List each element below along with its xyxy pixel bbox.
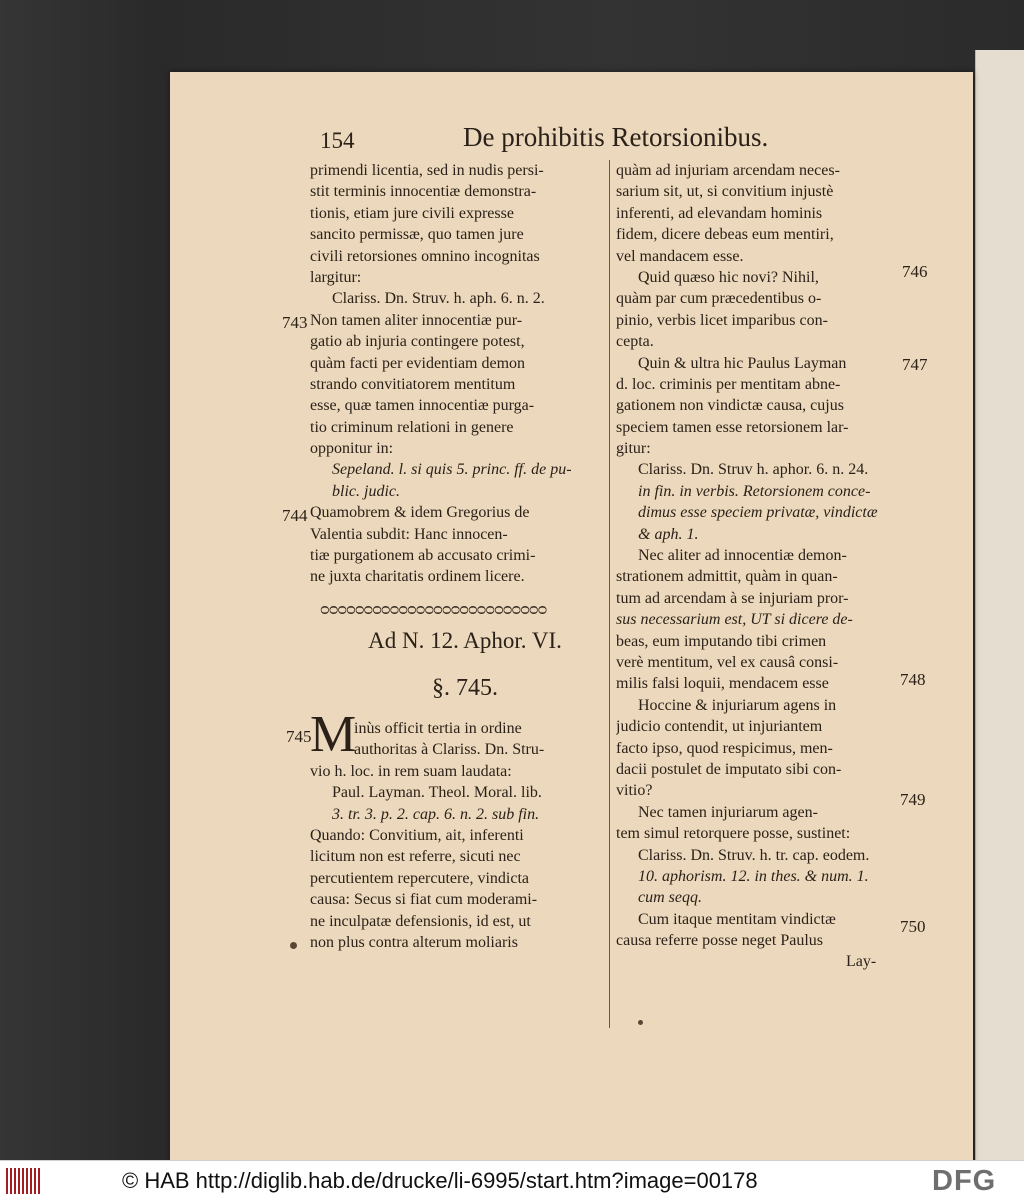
ink-spot (290, 942, 297, 949)
footer-bar (0, 1160, 1024, 1200)
text-line: vitio? (616, 782, 653, 800)
text-line: fidem, dicere debeas eum mentiri, (616, 226, 834, 244)
text-line: percutientem repercutere, vindicta (310, 869, 529, 887)
text-line: civili retorsiones omnino incognitas (310, 247, 540, 265)
page-header (320, 120, 970, 160)
page-number: 154 (320, 128, 355, 153)
text-line: stit terminis innocentiæ demonstra- (310, 183, 537, 201)
citation-line: cum seqq. (638, 889, 702, 907)
text-line: dacii postulet de imputato sibi con- (616, 760, 842, 778)
text-line: tum ad arcendam à se injuriam pror- (616, 589, 849, 607)
text-line: Quid quæso hic novi? Nihil, (638, 268, 819, 286)
citation-line: Clariss. Dn. Struv h. aphor. 6. n. 24. (638, 461, 869, 479)
text-line: ne inculpatæ defensionis, id est, ut (310, 912, 531, 930)
citation-line: in fin. in verbis. Retorsionem conce- (638, 482, 871, 500)
citation-line: blic. judic. (332, 482, 400, 500)
copyright-link[interactable]: © HAB http://diglib.hab.de/drucke/li-6995/start.htm?image=00178 (122, 1168, 758, 1193)
ornamental-rule: ᴑᴑᴑᴑᴑᴑᴑᴑᴑᴑᴑᴑᴑᴑᴑᴑᴑᴑᴑᴑᴑᴑᴑᴑᴑᴑ (320, 600, 547, 616)
text-line: Cum itaque mentitam vindictæ (638, 910, 836, 928)
text-line: Nec aliter ad innocentiæ demon- (638, 547, 847, 565)
margin-number-743: 743 (282, 313, 308, 332)
text-line: primendi licentia, sed in nudis persi- (310, 162, 544, 179)
text-line: quàm facti per evidentiam demon (310, 354, 526, 372)
text-line: non plus contra alterum moliaris (310, 933, 518, 951)
text-line: ne juxta charitatis ordinem licere. (310, 568, 525, 586)
text-line: verè mentitum, vel ex causâ consi- (616, 653, 839, 671)
dfg-logo: DFG (932, 1165, 997, 1197)
text-line: d. loc. criminis per mentitam abne- (616, 375, 841, 393)
ink-spot (638, 1020, 643, 1025)
text-line: speciem tamen esse retorsionem lar- (616, 418, 849, 436)
text-line: Valentia subdit: Hanc innocen- (310, 525, 508, 543)
hab-logo-icon (6, 1168, 42, 1194)
text-line: sarium sit, ut, si convitium injustè (616, 183, 834, 201)
text-line: sancito permissæ, quo tamen jure (310, 226, 524, 244)
text-line: largitur: (310, 268, 362, 286)
adjacent-page-edge (975, 50, 1024, 1160)
margin-number-746: 746 (902, 262, 928, 281)
text-line: pinio, verbis licet imparibus con- (616, 311, 828, 329)
text-line: Non tamen aliter innocentiæ pur- (310, 311, 523, 329)
text-line: gitur: (616, 440, 651, 458)
margin-number-744: 744 (282, 506, 308, 525)
text-line: Quando: Convitium, ait, inferenti (310, 826, 524, 844)
text-line: strationem admittit, quàm in quan- (616, 568, 838, 586)
column-divider (609, 160, 610, 1028)
citation-line: Paul. Layman. Theol. Moral. lib. (332, 784, 542, 802)
text-line: Quamobrem & idem Gregorius de (310, 504, 530, 522)
right-column (616, 160, 904, 973)
text-line: Hoccine & injuriarum agens in (638, 696, 837, 714)
margin-number-750: 750 (900, 917, 926, 936)
citation-line: Clariss. Dn. Struv. h. aph. 6. n. 2. (332, 290, 545, 308)
text-line: tionis, etiam jure civili expresse (310, 204, 514, 222)
text-line: vio h. loc. in rem suam laudata: (310, 762, 512, 780)
text-line: milis falsi loquii, mendacem esse (616, 675, 829, 693)
book-page (170, 72, 973, 1162)
margin-number-748: 748 (900, 670, 926, 689)
text-line: sus necessarium est, UT si dicere de- (616, 611, 853, 629)
text-line: gationem non vindictæ causa, cujus (616, 397, 844, 415)
text-line: inferenti, ad elevandam hominis (616, 204, 823, 222)
citation-line: 10. aphorism. 12. in thes. & num. 1. (638, 867, 869, 885)
text-line: beas, eum imputando tibi crimen (616, 632, 827, 650)
text-line: inùs officit tertia in ordine (354, 720, 522, 737)
section-heading: Ad N. 12. Aphor. VI. (368, 628, 562, 653)
text-line: causa: Secus si fiat cum moderami- (310, 891, 538, 909)
catchword: Lay- (846, 953, 877, 971)
text-line: tem simul retorquere posse, sustinet: (616, 825, 851, 843)
margin-number-749: 749 (900, 790, 926, 809)
text-line: cepta. (616, 333, 654, 351)
text-line: esse, quæ tamen innocentiæ purga- (310, 397, 535, 415)
citation-line: Clariss. Dn. Struv. h. tr. cap. eodem. (638, 846, 870, 864)
text-line: Nec tamen injuriarum agen- (638, 803, 818, 821)
text-line: causa referre posse neget Paulus (616, 932, 824, 950)
citation-line: dimus esse speciem privatæ, vindictæ (638, 504, 878, 522)
drop-initial: M (310, 706, 357, 763)
text-line: strando convitiatorem mentitum (310, 375, 516, 393)
text-line: opponitur in: (310, 440, 394, 458)
text-line: tiæ purgationem ab accusato crimi- (310, 547, 536, 565)
running-title: De prohibitis Retorsionibus. (463, 122, 769, 152)
text-line: tio criminum relationi in genere (310, 418, 514, 436)
section-number: §. 745. (432, 675, 498, 701)
text-line: licitum non est referre, sicuti nec (310, 848, 521, 866)
margin-number-745: 745 (286, 727, 312, 746)
left-column (310, 160, 602, 588)
text-line: quàm par cum præcedentibus o- (616, 290, 822, 308)
text-line: quàm ad injuriam arcendam neces- (616, 162, 840, 179)
left-column-section (310, 718, 602, 953)
text-line: judicio contendit, ut injuriantem (616, 718, 823, 736)
citation-line: & aph. 1. (638, 525, 699, 543)
citation-line: 3. tr. 3. p. 2. cap. 6. n. 2. sub fin. (332, 805, 540, 823)
text-line: authoritas à Clariss. Dn. Stru- (354, 741, 545, 759)
text-line: facto ipso, quod respicimus, men- (616, 739, 833, 757)
text-line: gatio ab injuria contingere potest, (310, 333, 525, 351)
citation-line: Sepeland. l. si quis 5. princ. ff. de pu- (332, 461, 572, 479)
margin-number-747: 747 (902, 355, 928, 374)
text-line: Quin & ultra hic Paulus Layman (638, 354, 847, 372)
text-line: vel mandacem esse. (616, 247, 744, 265)
